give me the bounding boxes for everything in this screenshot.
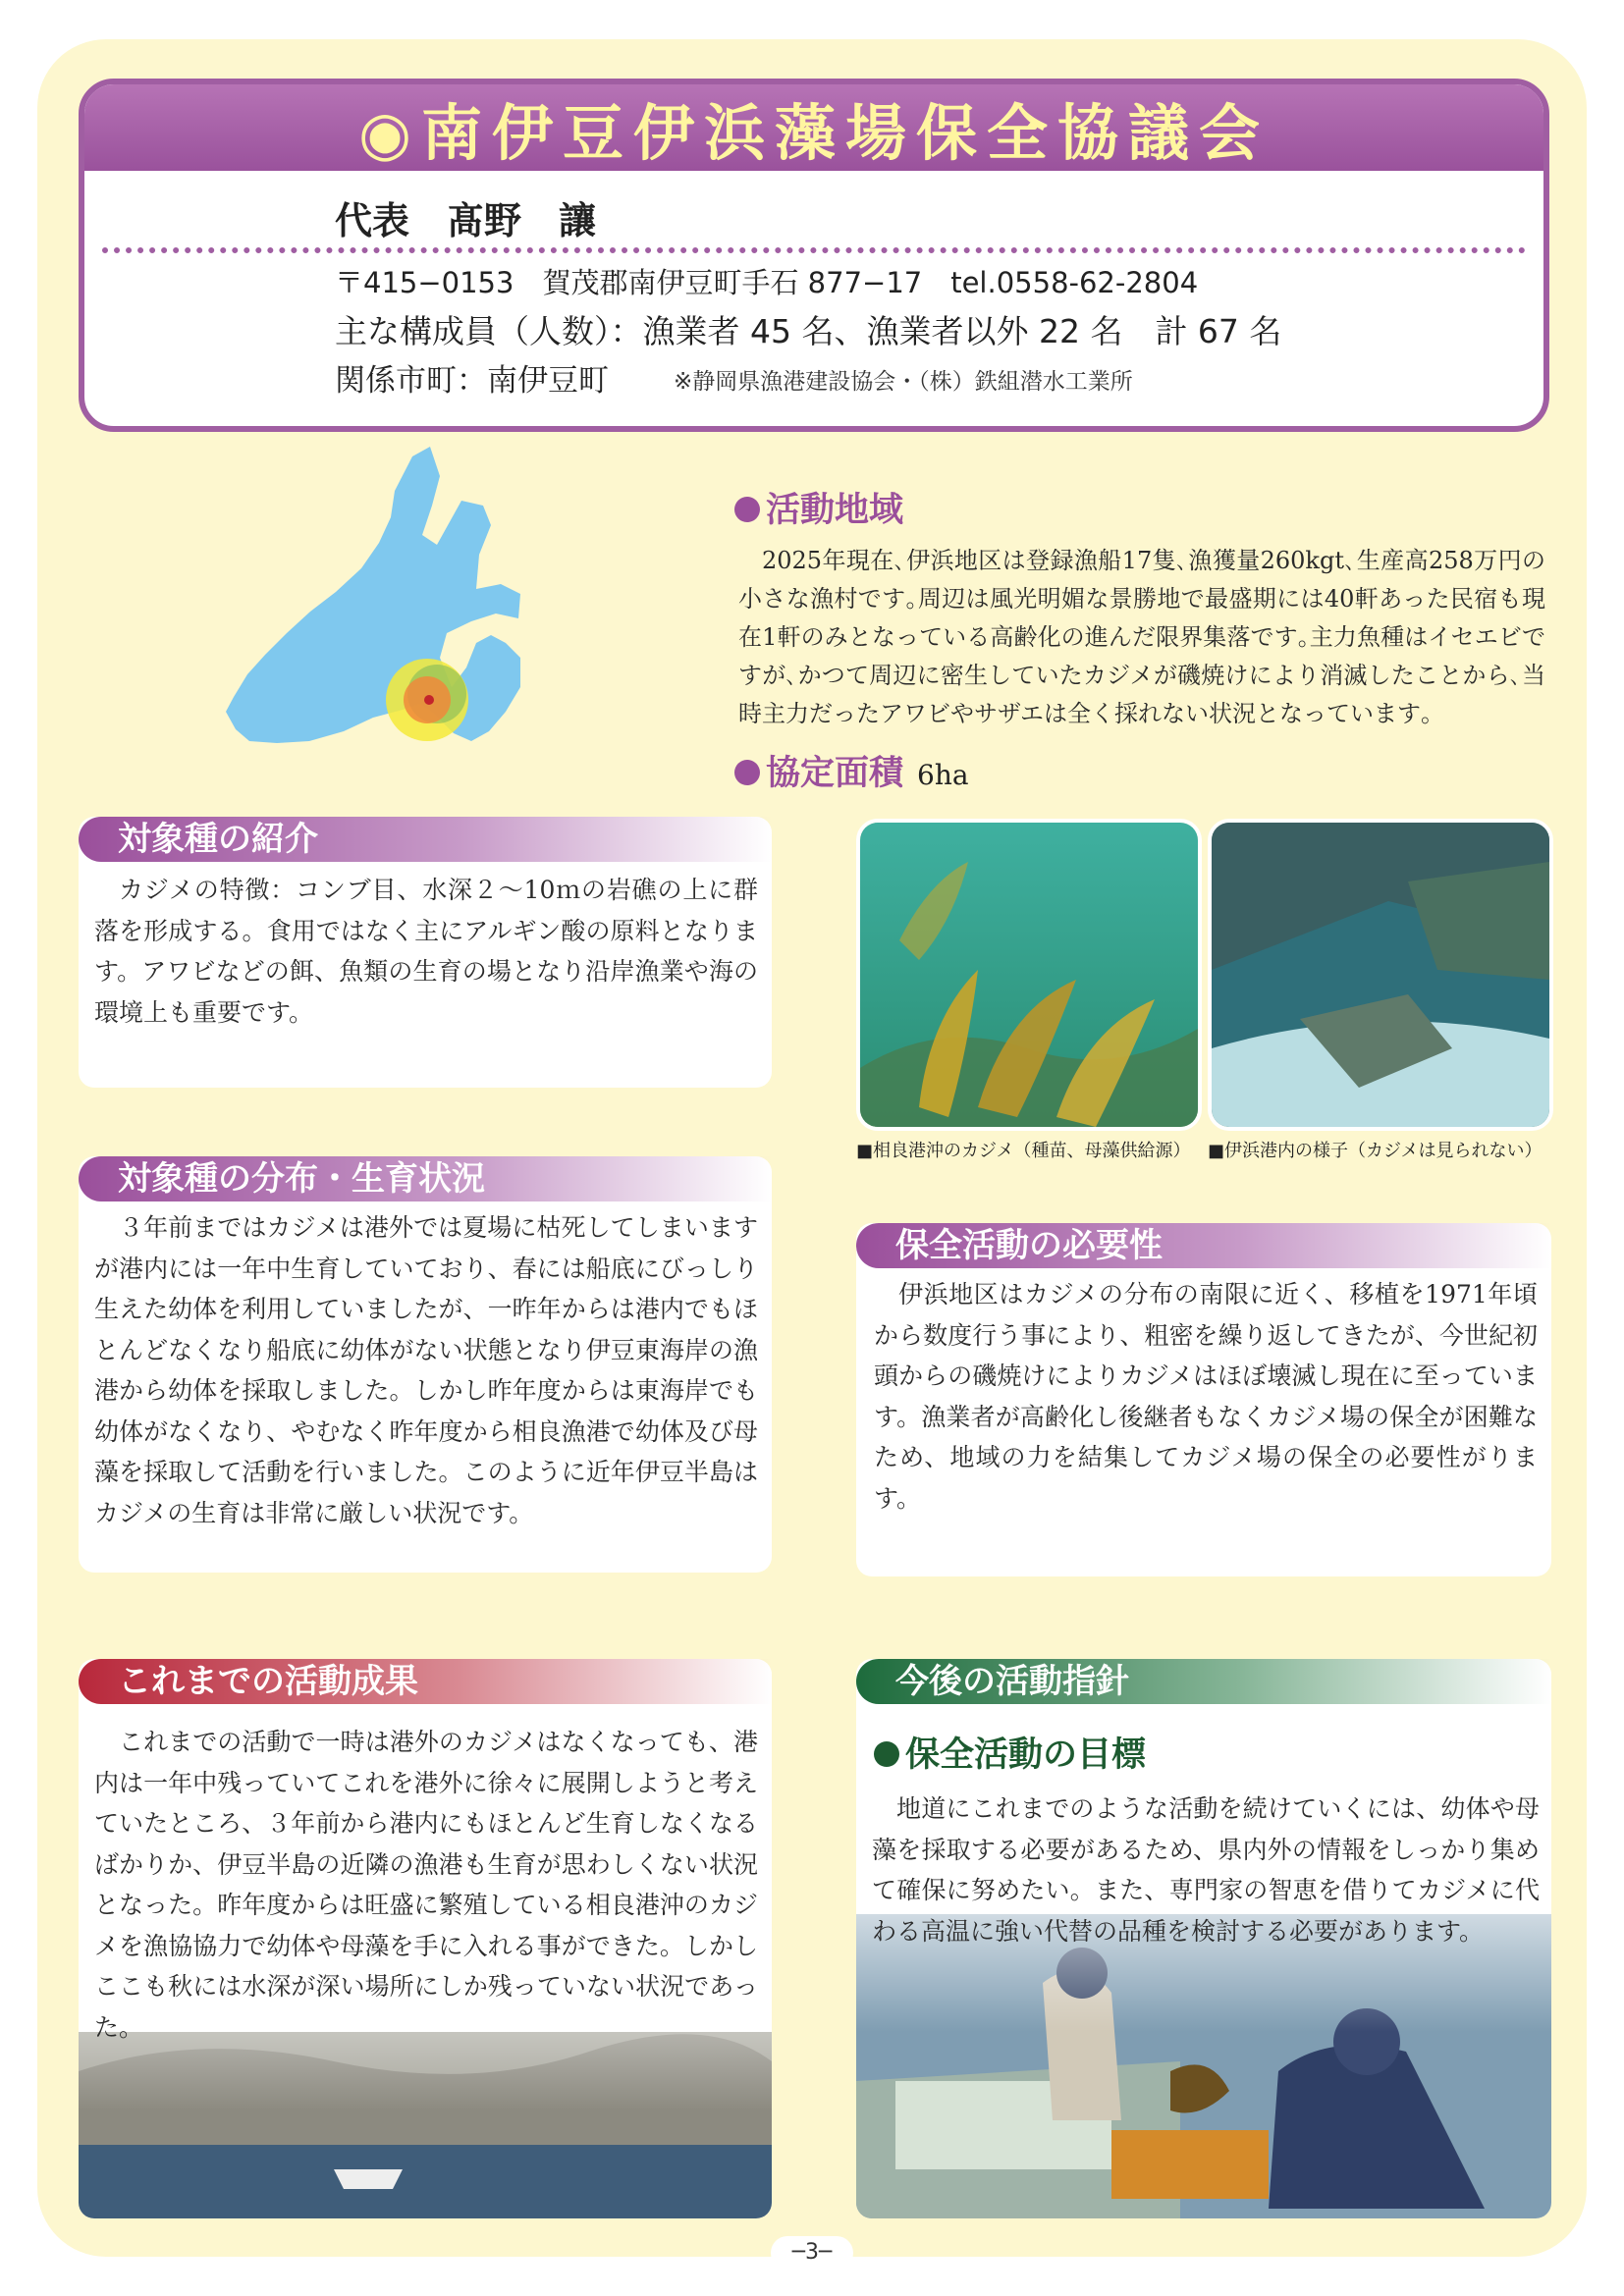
photo-ihama-harbor <box>1208 819 1553 1131</box>
bullet-icon <box>874 1741 899 1767</box>
title-bar <box>84 84 1543 171</box>
species-text: カジメの特徴：コンブ目、水深２～10ｍの岩礁の上に群落を形成する。食用ではなく主にアルギン酸の原料となります。アワビなどの餌、魚類の生育の場となり沿岸漁業や海の環境上も重要です。 <box>94 876 758 1027</box>
results-title: これまでの活動成果 <box>79 1659 772 1704</box>
members: 主な構成員（人数）：漁業者 45 名、漁業者以外 22 名 計 67 名 <box>335 312 1282 350</box>
bullet-icon <box>734 497 760 522</box>
dotted-divider <box>102 247 1526 253</box>
activity-text: 2025年現在､伊浜地区は登録漁船17隻､漁獲量260kgt､生産高258万円の小さな漁村です｡周辺は風光明媚な景勝地で最盛期には40軒あった民宿も現在1軒のみとなっている高齢化の進んだ限界集落です｡主力魚種はイセエビですが､かつて周辺に密生していたカジメが磯焼けにより消滅したことから､当時主力だったアワビやサザエは全く採れない状況となっています｡ <box>738 547 1545 727</box>
distribution-text: ３年前まではカジメは港外では夏場に枯死してしまいますが港内には一年中生育していており、春には船底にびっしり生えた幼体を利用していましたが、一昨年からは港内でもほとんどなくなり船底に幼体がない状態となり伊豆東海岸の漁港から幼体を採取しました。しかし昨年度からは東海岸でも幼体がなくなり、やむなく昨年度から相良漁港で幼体及び母藻を採取して活動を行いました。このように近年伊豆半島はカジメの生育は非常に厳しい状況です。 <box>94 1213 758 1527</box>
related-city: 関係市町：南伊豆町 <box>335 363 609 399</box>
necessity-text: 伊浜地区はカジメの分布の南限に近く、移植を1971年頃から数度行う事により、粗密を繰り返してきたが、今世紀初頭からの磯焼けによりカジメはほぼ壊滅し現在に至っています。漁業者が高齢化し後継者もなくカジメ場の保全が困難なため、地域の力を結集してカジメ場の保全の必要性がります。 <box>874 1280 1538 1513</box>
representative: 代表 髙野 讓 <box>335 199 597 242</box>
bullet-icon <box>734 760 760 785</box>
location-dot <box>424 695 434 705</box>
shizuoka-map <box>226 447 658 800</box>
activity-heading <box>734 483 903 532</box>
goal-heading-text: 保全活動の目標 <box>905 1735 1147 1775</box>
area-heading-text: 協定面積 <box>766 754 904 793</box>
necessity-title: 保全活動の必要性 <box>856 1223 1551 1268</box>
harbor-photo-image <box>1212 823 1549 1127</box>
area-heading <box>734 746 969 795</box>
goal-heading <box>874 1728 1146 1777</box>
address: 〒415−0153 賀茂郡南伊豆町手石 877−17 tel.0558-62-2804 <box>335 266 1199 299</box>
caption-left: ■相良港沖のカジメ（種苗、母藻供給源） <box>856 1141 1191 1161</box>
results-text: これまでの活動で一時は港外のカジメはなくなっても、港内は一年中残っていてこれを港外に徐々に展開しようと考えていたところ、３年前から港内にもほとんど生育しなくなるばかりか、伊豆半島の近隣の漁港も生育が思わしくない状況となった。昨年度からは旺盛に繁殖している相良港沖のカジメを漁協協力で幼体や母藻を手に入れる事ができた。しかしここも秋には水深が深い場所にしか残っていない状況であった。 <box>94 1728 758 2042</box>
organization-title: ◉南伊豆伊浜藻場保全協議会 <box>357 96 1271 169</box>
policy-text: 地道にこれまでのような活動を続けていくには、幼体や母藻を採取する必要があるため、県内外の情報をしっかり集めて確保に努めたい。また、専門家の智恵を借りてカジメに代わる高温に強い代替の品種を検討する必要があります。 <box>872 1794 1540 1946</box>
kajime-photo-image <box>860 823 1198 1127</box>
area-value: 6ha <box>917 759 969 791</box>
policy-title: 今後の活動指針 <box>856 1659 1551 1704</box>
caption-right: ■伊浜港内の様子（カジメは見られない） <box>1208 1141 1543 1161</box>
distribution-title: 対象種の分布・生育状況 <box>79 1156 772 1201</box>
photo-kajime-offshore <box>856 819 1202 1131</box>
activity-heading-text: 活動地域 <box>766 491 904 530</box>
header-box <box>79 79 1549 432</box>
species-title: 対象種の紹介 <box>79 817 772 862</box>
page-number: ─3─ <box>771 2236 853 2269</box>
partners-note: ※静岡県漁港建設協会・（株）鉄組潜水工業所 <box>674 369 1133 395</box>
prefecture-shape <box>226 447 520 743</box>
